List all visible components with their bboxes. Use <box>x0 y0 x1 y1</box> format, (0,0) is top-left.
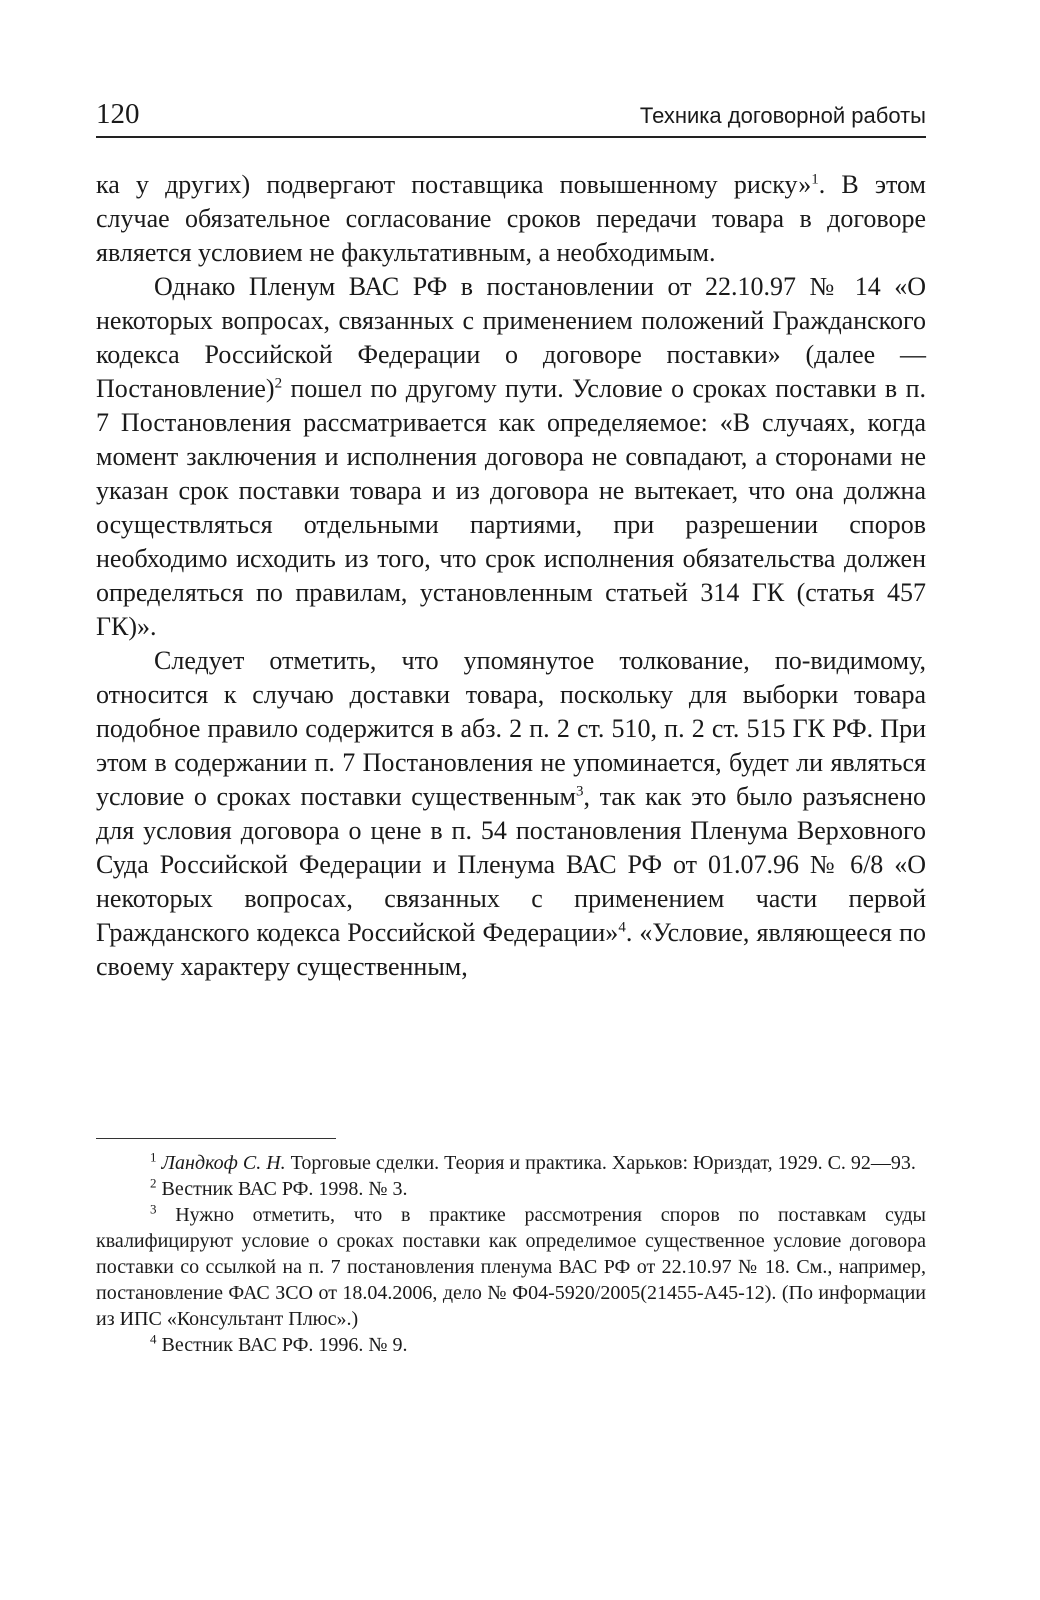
footnote-ref-3: 3 <box>576 783 584 800</box>
footnote-3-text: Нужно отметить, что в практике рассмотрения споров по поставкам суды квалифицируют условие о сроках поставки как определимое существенное условие договора поставки со ссылкой на п. 7 постановления пленума ВАС РФ от 22.10.97 № 18. См., например, постановление ФАС ЗСО от 18.04.2006, дело № Ф04-5920/2005(21455-А45-12). (По информации из ИПС «Консультант Плюс».) <box>96 1204 926 1330</box>
footnote-ref-2: 2 <box>274 375 283 392</box>
paragraph-2 <box>96 270 926 644</box>
footnotes <box>96 1150 926 1358</box>
page-number: 120 <box>96 98 140 130</box>
main-text <box>96 168 926 984</box>
paragraph-2-text-a: Однако Пленум ВАС РФ в постановлении от 22.10.97 № 14 «О некоторых вопросах, связанных с применением положений Гражданского кодекса Российской Федерации о договоре поставки» (далее — Постановление) <box>96 272 926 403</box>
footnote-1 <box>96 1150 926 1176</box>
running-title: Техника договорной работы <box>639 103 926 128</box>
footnote-4-number: 4 <box>150 1331 157 1347</box>
paragraph-3-text-b: , так как это было разъяснено для условия договора о цене в п. 54 постановления Пленума Верховного Суда Российской Федерации и Пленума ВАС РФ от 01.07.96 № 6/8 «О некоторых вопросах, связанных с применением части первой Гражданского кодекса Российской Федерации» <box>96 782 926 947</box>
footnote-3 <box>96 1202 926 1332</box>
footnote-2-number: 2 <box>150 1175 157 1191</box>
paragraph-1-text-b: . В этом случае обязательное согласование сроков передачи товара в договоре является условием не факультативным, а необходимым. <box>96 170 926 267</box>
footnote-4 <box>96 1332 926 1358</box>
paragraph-3-text-c: . «Условие, являющееся по своему характеру существенным, <box>96 918 926 981</box>
footnote-1-text: Торговые сделки. Теория и практика. Харьков: Юриздат, 1929. С. 92—93. <box>285 1152 916 1174</box>
page-header <box>96 96 926 138</box>
paragraph-3 <box>96 644 926 984</box>
paragraph-1-text-a: ка у других) подвергают поставщика повышенному риску» <box>96 170 812 199</box>
footnote-3-number: 3 <box>150 1201 157 1217</box>
footnote-4-text: Вестник ВАС РФ. 1996. № 9. <box>156 1334 408 1356</box>
paragraph-3-text-a: Следует отметить, что упомянутое толкование, по-видимому, относится к случаю доставки товара, поскольку для выборки товара подобное правило содержится в абз. 2 п. 2 ст. 510, п. 2 ст. 515 ГК РФ. При этом в содержании п. 7 Постановления не упоминается, будет ли являться условие о сроках поставки существенным <box>96 646 926 811</box>
footnote-ref-4: 4 <box>618 919 626 936</box>
footnote-1-number: 1 <box>150 1149 157 1165</box>
footnote-divider <box>96 1138 336 1139</box>
paragraph-2-text-b: пошел по другому пути. Условие о сроках поставки в п. 7 Постановления рассматривается как определяемое: «В случаях, когда момент заключения и исполнения договора не совпадают, а сторонами не указан срок поставки товара и из договора не вытекает, что она должна осуществляться отдельными партиями, при разрешении споров необходимо исходить из того, что срок исполнения обязательства должен определяться по правилам, установленным статьей 314 ГК (статья 457 ГК)». <box>96 374 926 641</box>
footnote-1-author: Ландкоф С. Н. <box>161 1152 286 1174</box>
paragraph-1 <box>96 168 926 270</box>
footnote-ref-1: 1 <box>811 171 819 188</box>
footnote-2 <box>96 1176 926 1202</box>
footnote-2-text: Вестник ВАС РФ. 1998. № 3. <box>156 1178 408 1200</box>
